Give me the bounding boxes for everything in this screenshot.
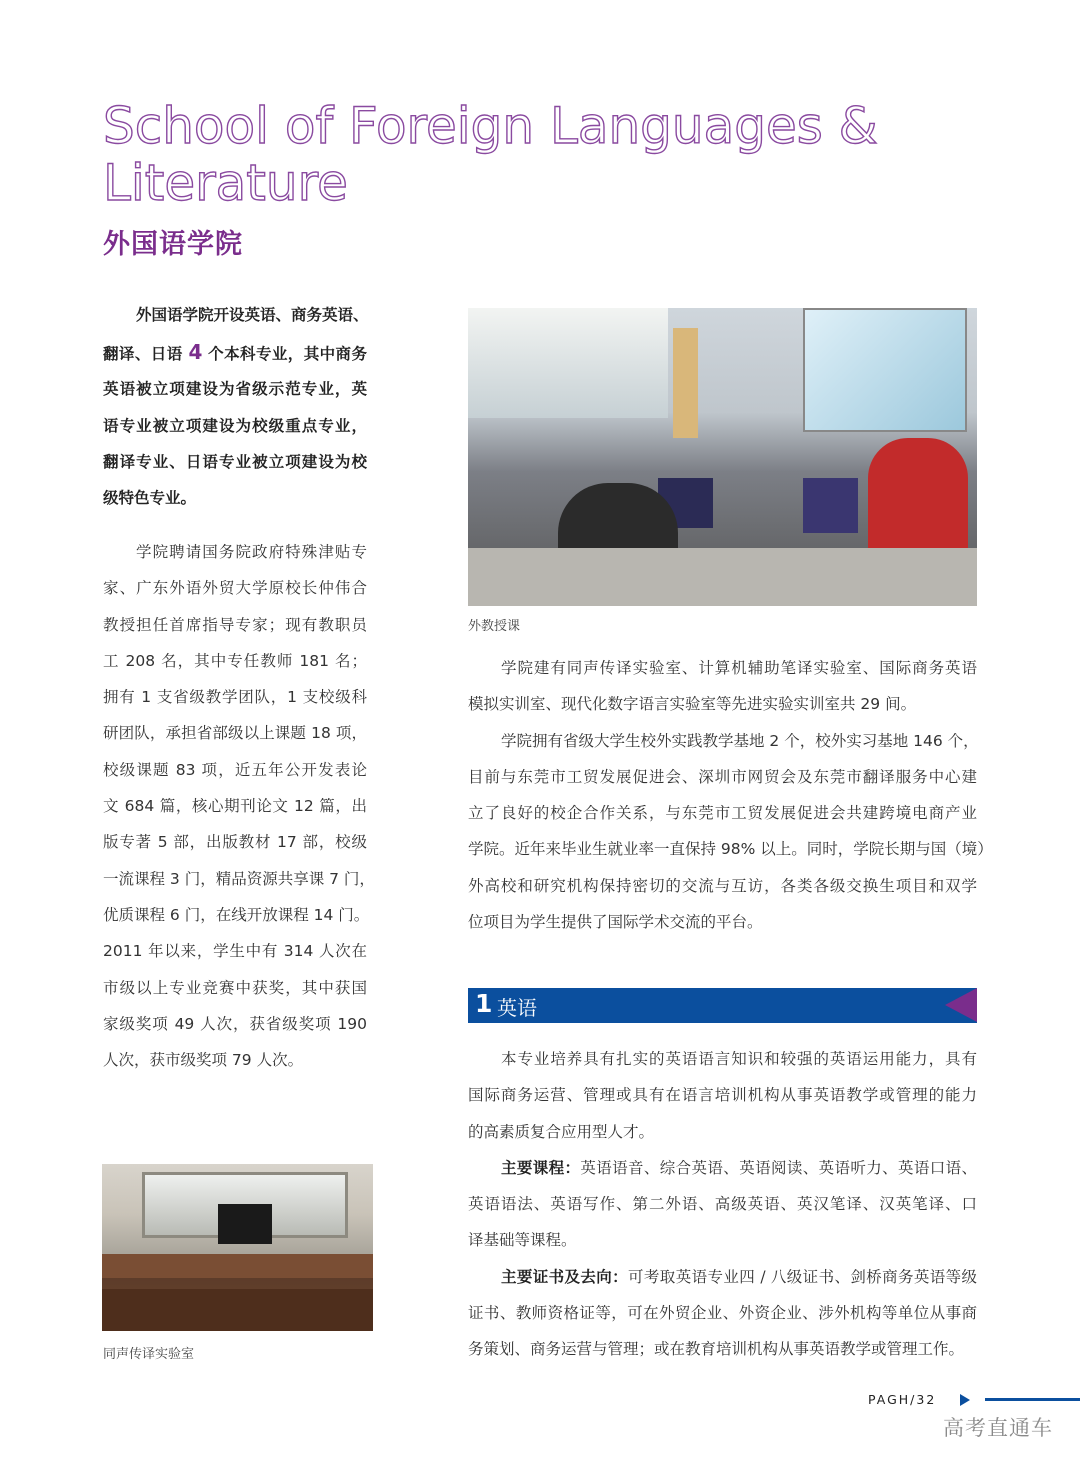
text-span: 可考取英语专业四 / 八级证书、剑桥商务英语等级 [628,1267,977,1286]
text-line: 学院聘请国务院政府特殊津贴专 [136,543,367,561]
text-line: 文 684 篇，核心期刊论文 12 篇，出 [103,797,367,816]
text-line [103,333,367,371]
text-line: 家级奖项 49 人次，获省级奖项 190 [103,1014,367,1033]
text-line: 外高校和研究机构保持密切的交流与互访，各类各级交换生项目和双学 [468,876,977,895]
text-line: 教授担任首席指导专家；现有教职员 [103,615,367,634]
text-span: 英语语音、综合英语、英语阅读、英语听力、英语口语、 [580,1158,977,1177]
photo-caption: 外教授课 [468,619,521,634]
text-line: 译基础等课程。 [468,1231,577,1250]
text-line: 位项目为学生提供了国际学术交流的平台。 [468,913,763,932]
text-line: 学院建有同声传译实验室、计算机辅助笔译实验室、国际商务英语 [501,659,977,677]
page-title-chinese: 外国语学院 [103,229,243,260]
text-line: 市级以上专业竞赛中获奖，其中获国 [103,978,367,997]
text-line: 校级课题 83 项，近五年公开发表论 [103,760,367,779]
text-line: 优质课程 6 门，在线开放课程 14 门。 [103,905,370,924]
text-line: 的高素质复合应用型人才。 [468,1122,655,1141]
text-line: 立了良好的校企合作关系，与东莞市工贸发展促进会共建跨境电商产业 [468,804,977,823]
text-span: 翻译、日语 [103,345,189,364]
courses-label: 主要课程： [501,1158,581,1177]
text-span: 个本科专业，其中商务 [202,345,367,364]
text-line: 本专业培养具有扎实的英语语言知识和较强的英语运用能力，具有 [501,1050,977,1068]
text-line: 版专著 5 部，出版教材 17 部，校级 [103,833,367,852]
classroom-photo [468,308,977,606]
facilities-paragraphs [468,650,993,940]
intro-paragraph [103,297,367,516]
interpretation-lab-photo [102,1164,373,1331]
photo-caption: 同声传译实验室 [103,1347,195,1362]
title-line: Literature [103,154,348,212]
certificates-label: 主要证书及去向： [501,1267,629,1286]
text-line: 模拟实训室、现代化数字语言实验室等先进实验实训室共 29 间。 [468,695,917,714]
highlight-number: 4 [188,340,203,365]
text-line: 拥有 1 支省级教学团队，1 支校级科 [103,688,367,707]
text-line: 外国语学院开设英语、商务英语、 [136,306,369,324]
english-major-section [468,1041,977,1368]
text-line: 工 208 名，其中专任教师 181 名； [103,651,367,670]
section-title: 英语 [497,996,537,1020]
faculty-paragraph [103,534,375,1078]
labs-paragraph [468,650,977,723]
text-line: 证书、教师资格证等，可在外贸企业、外资企业、涉外机构等单位从事商 [468,1304,977,1323]
text-line: 国际商务运营、管理或具有在语言培训机构从事英语教学或管理的能力 [468,1086,977,1105]
page-title-english [103,98,878,212]
text-line: 务策划、商务运营与管理；或在教育培训机构从事英语教学或管理工作。 [468,1340,965,1359]
page-number: PAGH/32 [868,1392,937,1407]
text-line [468,1259,977,1295]
footer-divider [985,1398,1080,1401]
text-line: 一流课程 3 门，精品资源共享课 7 门， [103,869,375,888]
text-line: 学院拥有省级大学生校外实践教学基地 2 个，校外实习基地 146 个， [501,731,979,750]
text-line [468,1150,977,1186]
text-line: 英语被立项建设为省级示范专业，英 [103,380,367,399]
text-line: 研团队，承担省部级以上课题 18 项， [103,724,367,743]
text-line: 学院。近年来毕业生就业率一直保持 98% 以上。同时，学院长期与国（境） [468,840,993,859]
text-line: 语专业被立项建设为校级重点专业， [103,416,367,435]
text-line: 目前与东莞市工贸发展促进会、深圳市网贸会及东莞市翻译服务中心建 [468,767,977,786]
text-line: 人次，获市级奖项 79 人次。 [103,1051,304,1070]
watermark: 高考直通车 [943,1416,1053,1440]
triangle-decoration-icon [945,988,977,1022]
section-number: 1 [475,989,493,1018]
text-line: 2011 年以来，学生中有 314 人次在 [103,942,367,961]
bases-paragraph [468,723,993,941]
text-line: 翻译专业、日语专业被立项建设为校 [103,452,367,471]
text-line: 英语语法、英语写作、第二外语、高级英语、英汉笔译、汉英笔译、口 [468,1195,977,1214]
section-heading-english [468,988,977,1023]
play-triangle-icon [960,1394,970,1406]
text-line: 家、广东外语外贸大学原校长仲伟合 [103,579,367,598]
text-line: 级特色专业。 [103,489,197,508]
title-line: School of Foreign Languages & [103,97,878,155]
